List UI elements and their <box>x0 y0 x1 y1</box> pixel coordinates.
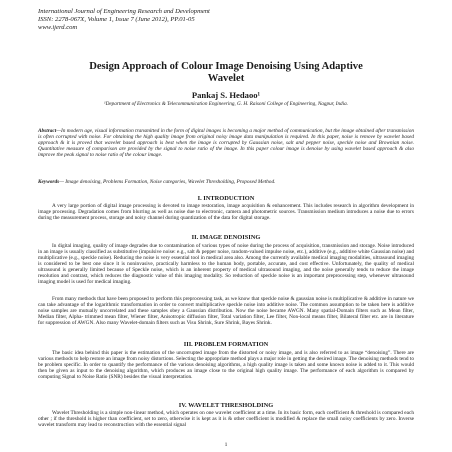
section-heading-problem-formation: III. PROBLEM FORMATION <box>183 341 269 348</box>
journal-site[interactable]: www.ijerd.com <box>38 24 78 32</box>
section-paragraph: The basic idea behind this paper is the estimation of the uncorrupted image from the distorted or noisy image, and is also referred to as image “denoising”. There are various methods to help restore an image from noisy distortions. Selecting the appropriate method plays a major role in getting the desired image. The denoising methods tend to be problem specific. In order to quantify the performance of the various denoising algorithms, a high quality image is taken and some known noise is added to it. This would then be given as input to the denoising algorithm, which produces an image close to the original high quality image. The performance of each algorithm is compared by computing Signal to Noise Ratio (SNR) besides the visual interpretation. <box>38 350 414 380</box>
journal-header <box>38 8 210 33</box>
keywords <box>38 180 414 186</box>
title-line-2: Wavelet <box>207 73 245 84</box>
abstract <box>38 129 414 159</box>
author-affiliation: ¹Department of Electronics & Telecommunication Engineering, G. H. Raisoni College of Engineering, Nagpur, India. <box>104 101 348 107</box>
abstract-text: —In modern age, visual information transmitted in the form of digital images is becoming a major method of communication, but the image obtained after transmission is often corrupted with noise. For obtaining the high quality image from original noisy image data manipulation is required. In this paper, noise is remove by wavelet based approach & it is proved that wavelet based approach is best when the image is corrupted by Gaussian noise, salt and pepper noise, speckle noise and Brownian noise. Quantitative measure of comparison are provided by the signal to noise ratio of the image. In this paper colour image is denoise by using wavelet based approach & also improve the peak signal to noise ratio of the colour image. <box>38 128 414 158</box>
journal-issn: ISSN: 2278-067X, Volume 1, Issue 7 (June 2012), PP.01-05 <box>38 16 195 24</box>
section-heading-image-denoising: II. IMAGE DENOISING <box>191 234 261 241</box>
paper-title <box>40 61 412 85</box>
section-heading-wavelet-thresholding: IV. WAVELET THRESHOLDING <box>178 402 274 409</box>
journal-name: International Journal of Engineering Research and Development <box>38 8 210 15</box>
section-paragraph: Wavelet Thresholding is a simple non-linear method, which operates on one wavelet coefficient at a time. In its basic form, each coefficient & threshold is compared each other ; if the threshold is higher than coefficient, set to zero, otherwise it is kept as it is & other coefficient is modified & replace the small noisy coefficients by zero. Inverse wavelet transform may lead to reconstruction with the essential signal <box>38 410 414 428</box>
author-name: Pankaj S. Hedaoo¹ <box>191 90 261 100</box>
section-paragraph: In digital imaging, quality of image degrades due to contamination of various types of noise during the process of acquisition, transmission and storage. Noise introduced in an image is usually classified as substitutive (impulsive noise: e.g., salt & pepper noise, random-valued impulse noise, etc.), additive (e.g., additive white Gaussian noise) and multiplicative (e.g., speckle noise). Reducing the noise is very essential tool in medical area also. Among the currently available medical imaging modalities, ultrasound imaging is considered to be best one since it is noninvasive, practically harmless to the human body, portable, accurate, and cost effective. Unfortunately, the quality of medical ultrasound is generally limited because of Speckle noise, which is an inherent property of medical ultrasound imaging, and the noise generally tends to reduce the image resolution and contrast, which reduces the diagnostic value of this imaging modality. So reduction of speckle noise is an important preprocessing step, whenever ultrasound imaging model is used for medical imaging. <box>38 243 414 285</box>
section-paragraph: A very large portion of digital image processing is devoted to image restoration, image acquisition & enhancement. This includes research in algorithm development in image processing. Degradation comes from blurring as well as noise due to electronic, camera and photometric sources. Transmission medium introduces a noise due to errors during the measurement process, storage and noisy channel during quantization of the data for digital storage. <box>38 203 414 221</box>
keywords-label: Keywords <box>38 179 60 185</box>
section-paragraph: From many methods that have been proposed to perform this preprocessing task, as we know that speckle noise & gaussian noise is multiplicative & additive in nature we can take advantage of the logarithmic transformation in order to convert multiplicative speckle noise into additive noise. The common assumption to be taken here is additive noise samples are mutually uncorrelated and these samples obey a Gaussian distribution. Now the noise became AWGN. Many spatial-Domain filters such as Mean filter, Median filter, Alpha- trimmed mean filter, Wiener filter, Anisotropic diffusion filter, Total variation filter, Lee filter, Non-local means filter, Bilateral filter etc. are in literature for suppression of AWGN. Also many Wavelet-domain filters such as Visu Shrink, Sure Shrink, Bayes Shrink. <box>38 296 414 326</box>
title-line-1: Design Approach of Colour Image Denoising Using Adaptive <box>89 61 363 72</box>
page-number: 1 <box>224 442 228 448</box>
section-heading-introduction: I. INTRODUCTION <box>197 195 255 202</box>
abstract-label: Abstract <box>38 128 57 134</box>
keywords-text: — Image denoising, Problems Formation, Noise categories, Wavelet Thresholding, Proposed Method. <box>59 179 276 185</box>
